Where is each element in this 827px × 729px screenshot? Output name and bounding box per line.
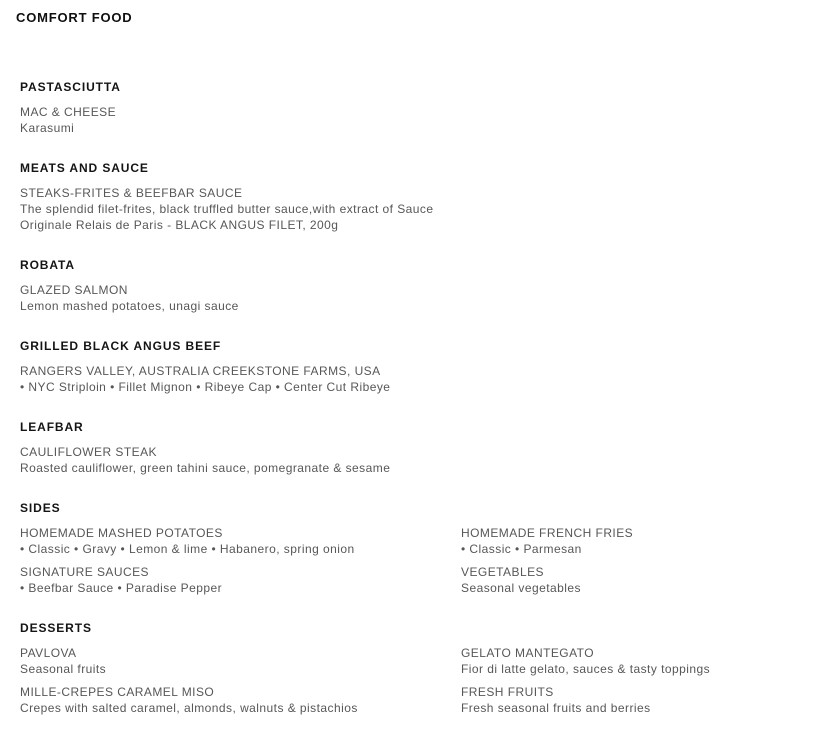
menu-item	[20, 564, 461, 596]
menu-item	[20, 444, 827, 476]
menu-item	[20, 104, 827, 136]
menu-item	[461, 645, 827, 677]
menu-item	[20, 684, 461, 716]
section-sides	[20, 502, 827, 596]
item-description: • Classic • Gravy • Lemon & lime • Habanero, spring onion	[20, 542, 355, 556]
menu-item	[20, 525, 461, 557]
item-description: Fresh seasonal fruits and berries	[461, 701, 651, 715]
item-name: STEAKS-FRITES & BEEFBAR SAUCE	[20, 186, 243, 200]
item-description: Seasonal vegetables	[461, 581, 581, 595]
item-description: Crepes with salted caramel, almonds, walnuts & pistachios	[20, 701, 358, 715]
item-description: • Classic • Parmesan	[461, 542, 582, 556]
item-name: FRESH FRUITS	[461, 685, 554, 699]
menu-item	[20, 363, 827, 395]
section-heading: MEATS AND SAUCE	[20, 161, 149, 175]
section-meats-and-sauce	[20, 162, 827, 233]
section-leafbar	[20, 421, 827, 476]
menu-content	[16, 81, 827, 716]
menu-item	[461, 684, 827, 716]
item-description: • NYC Striploin • Fillet Mignon • Ribeye Cap • Center Cut Ribeye	[20, 380, 391, 394]
section-pastasciutta	[20, 81, 827, 136]
item-description: Seasonal fruits	[20, 662, 107, 676]
item-description: Roasted cauliflower, green tahini sauce, pomegranate & sesame	[20, 461, 391, 475]
section-heading: PASTASCIUTTA	[20, 80, 121, 94]
item-description: Karasumi	[20, 121, 75, 135]
item-name: VEGETABLES	[461, 565, 544, 579]
menu-item	[20, 645, 461, 677]
item-description: • Beefbar Sauce • Paradise Pepper	[20, 581, 223, 595]
section-heading: ROBATA	[20, 258, 75, 272]
item-description: Fior di latte gelato, sauces & tasty toppings	[461, 662, 711, 676]
item-name: MILLE-CREPES CARAMEL MISO	[20, 685, 215, 699]
section-desserts	[20, 622, 827, 716]
menu-item	[461, 564, 827, 596]
section-heading: GRILLED BLACK ANGUS BEEF	[20, 339, 222, 353]
section-robata	[20, 259, 827, 314]
page-title: COMFORT FOOD	[16, 10, 133, 25]
item-name: PAVLOVA	[20, 646, 77, 660]
item-description: The splendid filet-frites, black truffled butter sauce,with extract of Sauce Originale Relais de Paris - BLACK ANGUS FILET, 200g	[20, 202, 434, 232]
item-name: HOMEMADE FRENCH FRIES	[461, 526, 634, 540]
menu-item	[461, 525, 827, 557]
item-name: GELATO MANTEGATO	[461, 646, 595, 660]
item-description: Lemon mashed potatoes, unagi sauce	[20, 299, 239, 313]
item-name: GLAZED SALMON	[20, 283, 128, 297]
section-heading: DESSERTS	[20, 621, 92, 635]
item-name: RANGERS VALLEY, AUSTRALIA CREEKSTONE FARMS, USA	[20, 364, 381, 378]
item-name: MAC & CHEESE	[20, 105, 117, 119]
section-heading: LEAFBAR	[20, 420, 84, 434]
item-name: CAULIFLOWER STEAK	[20, 445, 158, 459]
menu-item	[20, 282, 827, 314]
item-name: SIGNATURE SAUCES	[20, 565, 149, 579]
section-heading: SIDES	[20, 501, 61, 515]
item-name: HOMEMADE MASHED POTATOES	[20, 526, 223, 540]
menu-item	[20, 185, 827, 233]
section-grilled-black-angus-beef	[20, 340, 827, 395]
